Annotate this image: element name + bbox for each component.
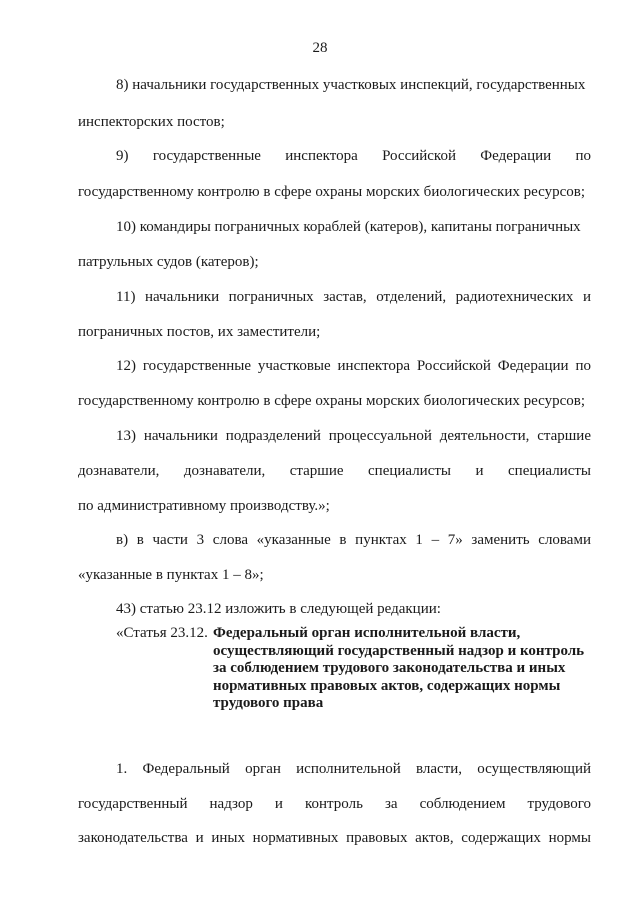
text-line: инспекторских постов;	[78, 114, 225, 130]
article-heading-title: Федеральный орган исполнительной власти, осуществляющий государственный надзор и контроль за соблюдением трудового законодательства и иных нормативных правовых актов, содержащих нормы трудового права	[213, 625, 585, 711]
text-line: законодательства и иных нормативных правовых актов, содержащих нормы	[78, 830, 591, 846]
text-line: 43) статью 23.12 изложить в следующей редакции:	[116, 601, 441, 617]
text-line: пограничных постов, их заместители;	[78, 324, 321, 340]
text-line: государственному контролю в сфере охраны морских биологических ресурсов;	[78, 184, 586, 200]
text-line: дознаватели, дознаватели, старшие специалисты и специалисты	[78, 463, 591, 479]
text-line: 12) государственные участковые инспектора Российской Федерации по	[116, 358, 591, 374]
text-line: государственному контролю в сфере охраны морских биологических ресурсов;	[78, 393, 586, 409]
page-number: 28	[312, 40, 328, 56]
text-line: 8) начальники государственных участковых инспекций, государственных	[116, 77, 586, 93]
text-line: 1. Федеральный орган исполнительной власти, осуществляющий	[116, 761, 591, 777]
text-line: 11) начальники пограничных застав, отделений, радиотехнических и	[116, 289, 591, 305]
text-line: 10) командиры пограничных кораблей (катеров), капитаны пограничных	[116, 219, 581, 235]
article-heading-prefix: «Статья 23.12.	[116, 625, 208, 641]
text-line: патрульных судов (катеров);	[78, 254, 259, 270]
text-line: 9) государственные инспектора Российской Федерации по	[116, 148, 591, 164]
text-line: «указанные в пунктах 1 – 8»;	[78, 567, 264, 583]
text-line: в) в части 3 слова «указанные в пунктах 1 – 7» заменить словами	[116, 532, 591, 548]
text-line: 13) начальники подразделений процессуальной деятельности, старшие	[116, 428, 591, 444]
article-heading	[116, 625, 591, 713]
text-line: по административному производству.»;	[78, 498, 330, 514]
text-line: государственный надзор и контроль за соблюдением трудового	[78, 796, 591, 812]
